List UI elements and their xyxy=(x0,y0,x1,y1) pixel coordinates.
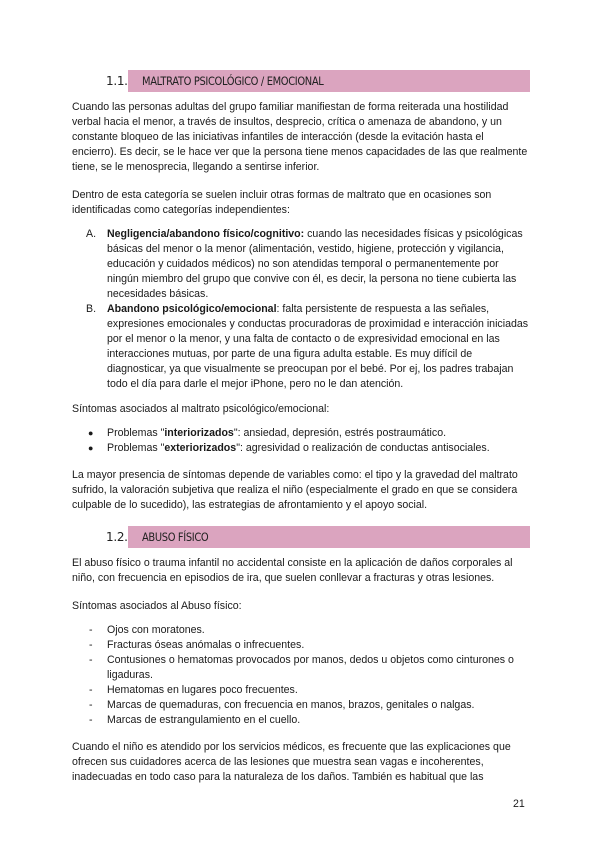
section-number: 1.2. xyxy=(106,530,128,544)
dash-marker: - xyxy=(89,684,93,696)
list-item-text: Marcas de estrangulamiento en el cuello. xyxy=(107,714,301,726)
list-item-text: Marcas de quemaduras, con frecuencia en manos, brazos, genitales o nalgas. xyxy=(107,699,475,711)
dash-marker: - xyxy=(89,639,93,651)
paragraph: Dentro de esta categoría se suelen incluir otras formas de maltrato que en ocasiones son identificadas como categorías independientes: xyxy=(72,189,492,216)
paragraph: Cuando las personas adultas del grupo familiar manifiestan de forma reiterada una hostilidad verbal hacia el menor, a través de insultos, desprecio, crítica o amenaza de abandono, y un constante bloqueo de las iniciativas infantiles de interacción (desde la evitación hasta el encierro). Es decir, se le hace ver que la persona tiene menos capacidades de las que realmente tiene, se le menosprecia, llegando a sentirse inferior. xyxy=(72,101,528,173)
list-item xyxy=(72,698,530,713)
page-number: 21 xyxy=(513,798,525,810)
list-item-text: ": agresividad o realización de conductas antisociales. xyxy=(236,442,490,454)
section-title: MALTRATO PSICOLÓGICO / EMOCIONAL xyxy=(142,74,324,88)
list-marker: B. xyxy=(86,303,97,315)
paragraph: Síntomas asociados al Abuso físico: xyxy=(72,600,242,612)
list-item xyxy=(72,683,530,698)
dash-marker: - xyxy=(89,624,93,636)
list-item-text: cuando las necesidades físicas y psicológicas básicas del menor o la menor (alimentación, vestido, higiene, protección y vigilancia, educación y cuidados médicos) no son atendidas temporal o permanentemente por ningún miembro del grupo que convive con él, es decir, la persona no tiene cubierta las necesidades básicas. xyxy=(107,228,523,300)
list-item-text: Ojos con moratones. xyxy=(107,624,205,636)
paragraph: La mayor presencia de síntomas depende de variables como: el tipo y la gravedad del maltrato sufrido, la valoración subjetiva que realiza el niño (especialmente el grado en que se considera culpable de lo sucedido), las estrategias de afrontamiento y el apoyo social. xyxy=(72,469,518,511)
section-heading-maltrato-psicologico xyxy=(106,70,530,92)
list-item-text: Problemas " xyxy=(107,442,165,454)
section-title-bar xyxy=(128,70,530,92)
list-marker: A. xyxy=(86,228,97,240)
list-item xyxy=(72,713,530,728)
bullet-icon: ● xyxy=(88,443,94,453)
list-item-term: interiorizados xyxy=(164,427,234,439)
paragraph: El abuso físico o trauma infantil no accidental consiste en la aplicación de daños corporales al niño, con frecuencia en episodios de ira, que suelen conllevar a fracturas y otras lesiones. xyxy=(72,557,513,584)
list-item-text: Hematomas en lugares poco frecuentes. xyxy=(107,684,298,696)
list-item-term: exteriorizados xyxy=(164,442,237,454)
list-item-term: Abandono psicológico/emocional xyxy=(107,303,277,315)
list-item xyxy=(72,638,530,653)
bullet-icon: ● xyxy=(88,428,94,438)
section-title-bar xyxy=(128,526,530,548)
document-page xyxy=(72,70,530,798)
dash-marker: - xyxy=(89,714,93,726)
list-item xyxy=(72,227,530,302)
list-item-text: Problemas " xyxy=(107,427,165,439)
dash-marker: - xyxy=(89,699,93,711)
section-number: 1.1. xyxy=(106,74,128,88)
section-title: ABUSO FÍSICO xyxy=(142,530,209,544)
dash-marker: - xyxy=(89,654,93,666)
list-item-text: Fracturas óseas anómalas o infrecuentes. xyxy=(107,639,305,651)
symptom-list xyxy=(72,623,530,728)
list-item xyxy=(72,623,530,638)
list-item-text: ": ansiedad, depresión, estrés postraumático. xyxy=(233,427,447,439)
list-item-text: : falta persistente de respuesta a las señales, expresiones emocionales y conductas procuradoras de proximidad e interacción iniciadas por el menor o la menor, y una falta de contacto o de expresividad emocional en las interacciones mutuas, por parte de una figura adulta estable. Es muy difícil de diagnosticar, ya que visualmente se preocupan por el bebé. Por ej, los padres trabajan todo el día para darle el mejor iPhone, pero no le dan atención. xyxy=(107,303,529,390)
list-item xyxy=(72,441,530,456)
list-item xyxy=(72,653,530,683)
list-item-term: Negligencia/abandono físico/cognitivo: xyxy=(107,228,305,240)
symptom-list xyxy=(72,426,530,456)
section-heading-abuso-fisico xyxy=(106,526,530,548)
paragraph: Síntomas asociados al maltrato psicológico/emocional: xyxy=(72,403,330,415)
list-item-text: Contusiones o hematomas provocados por manos, dedos u objetos como cinturones o ligaduras. xyxy=(107,654,514,681)
category-list xyxy=(72,227,530,392)
list-item xyxy=(72,302,530,392)
list-item xyxy=(72,426,530,441)
paragraph: Cuando el niño es atendido por los servicios médicos, es frecuente que las explicaciones que ofrecen sus cuidadores acerca de las lesiones que muestra sean vagas e incoherentes, inadecuadas en todo caso para la naturaleza de los daños. También es habitual que las xyxy=(72,741,511,783)
